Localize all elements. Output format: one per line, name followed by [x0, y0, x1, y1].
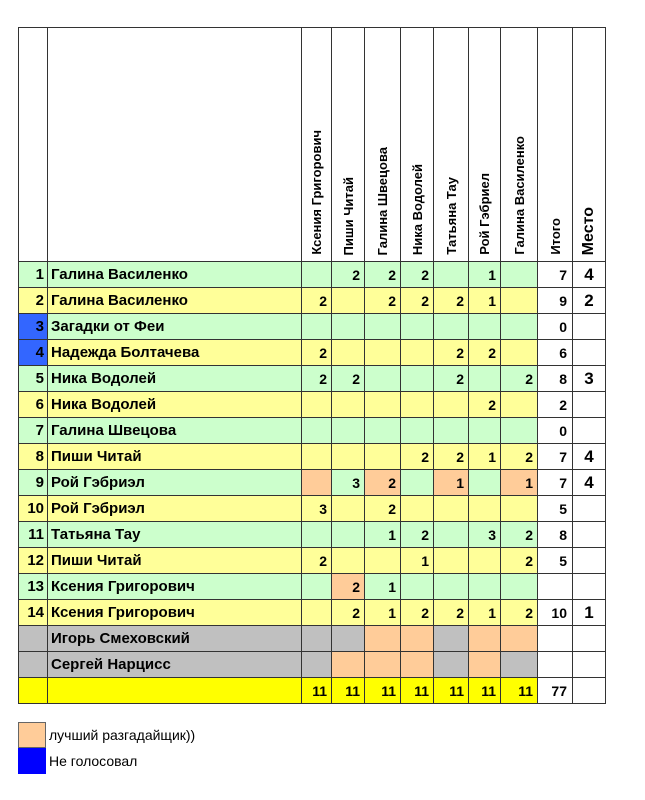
- table-row: [19, 470, 606, 496]
- table-row: [19, 548, 606, 574]
- score-cell: [434, 548, 469, 574]
- score-cell: [332, 626, 365, 652]
- row-name: Загадки от Феи: [48, 314, 302, 340]
- row-name: Татьяна Тау: [48, 522, 302, 548]
- totals-score-cell: 11: [365, 678, 401, 704]
- table-row: [19, 652, 606, 678]
- header-row: [19, 28, 606, 262]
- score-cell: [401, 626, 434, 652]
- score-cell: [501, 574, 538, 600]
- score-cell: [434, 496, 469, 522]
- legend-swatch-not-voted: [18, 748, 46, 774]
- table-row: [19, 288, 606, 314]
- row-name: Рой Гэбриэл: [48, 470, 302, 496]
- header-voter: Пиши Читай: [332, 28, 365, 262]
- place-cell: [573, 522, 606, 548]
- score-cell: [332, 522, 365, 548]
- score-cell: 2: [302, 548, 332, 574]
- totals-score-cell: 11: [501, 678, 538, 704]
- totals-row: [19, 678, 606, 704]
- place-cell: 2: [573, 288, 606, 314]
- score-cell: [332, 548, 365, 574]
- row-name: Галина Василенко: [48, 262, 302, 288]
- header-total: Итого: [538, 28, 573, 262]
- score-cell: 2: [302, 366, 332, 392]
- total-cell: [538, 626, 573, 652]
- table-row: [19, 600, 606, 626]
- place-cell: [573, 314, 606, 340]
- score-cell: 2: [365, 470, 401, 496]
- row-index: 7: [19, 418, 48, 444]
- score-cell: [332, 288, 365, 314]
- score-cell: [501, 262, 538, 288]
- totals-score-cell: 11: [401, 678, 434, 704]
- score-cell: 2: [302, 288, 332, 314]
- table-row: [19, 340, 606, 366]
- score-cell: 2: [501, 522, 538, 548]
- legend-item-not-voted: [18, 748, 137, 774]
- score-cell: [469, 548, 501, 574]
- score-cell: 2: [401, 262, 434, 288]
- total-cell: 7: [538, 470, 573, 496]
- row-name: Ника Водолей: [48, 392, 302, 418]
- score-cell: [501, 340, 538, 366]
- total-cell: 6: [538, 340, 573, 366]
- score-cell: 2: [434, 444, 469, 470]
- row-name: Пиши Читай: [48, 548, 302, 574]
- score-cell: [401, 418, 434, 444]
- totals-score-cell: 11: [302, 678, 332, 704]
- score-cell: [332, 340, 365, 366]
- score-cell: 2: [501, 444, 538, 470]
- score-cell: [332, 392, 365, 418]
- score-cell: 2: [469, 340, 501, 366]
- score-cell: [401, 366, 434, 392]
- score-cell: [332, 652, 365, 678]
- place-cell: 1: [573, 600, 606, 626]
- score-cell: [501, 314, 538, 340]
- totals-place-cell: [573, 678, 606, 704]
- table-row: [19, 314, 606, 340]
- score-cell: [469, 366, 501, 392]
- place-cell: [573, 626, 606, 652]
- score-cell: 2: [434, 600, 469, 626]
- header-voter: Галина Василенко: [501, 28, 538, 262]
- score-cell: 2: [332, 366, 365, 392]
- totals-name: [48, 678, 302, 704]
- table-row: [19, 522, 606, 548]
- place-cell: 4: [573, 470, 606, 496]
- row-name: Игорь Смеховский: [48, 626, 302, 652]
- score-cell: [365, 418, 401, 444]
- score-cell: [332, 314, 365, 340]
- score-cell: [332, 496, 365, 522]
- header-voter: Ника Водолей: [401, 28, 434, 262]
- total-cell: 5: [538, 496, 573, 522]
- score-cell: 2: [434, 366, 469, 392]
- row-index: 13: [19, 574, 48, 600]
- score-cell: 2: [434, 288, 469, 314]
- total-cell: 0: [538, 418, 573, 444]
- score-cell: 1: [469, 288, 501, 314]
- score-cell: [469, 626, 501, 652]
- legend-label: лучший разгадайщик)): [49, 727, 196, 743]
- score-cell: [501, 652, 538, 678]
- header-voter: Татьяна Тау: [434, 28, 469, 262]
- score-cell: 3: [302, 496, 332, 522]
- row-index: [19, 626, 48, 652]
- score-cell: [365, 626, 401, 652]
- score-cell: [434, 522, 469, 548]
- score-cell: [302, 470, 332, 496]
- score-cell: [501, 288, 538, 314]
- score-cell: 2: [434, 340, 469, 366]
- row-index: 9: [19, 470, 48, 496]
- score-cell: [469, 314, 501, 340]
- total-cell: [538, 574, 573, 600]
- row-index: 3: [19, 314, 48, 340]
- score-cell: 2: [365, 288, 401, 314]
- row-index: 12: [19, 548, 48, 574]
- row-index: [19, 652, 48, 678]
- place-cell: [573, 496, 606, 522]
- table-row: [19, 366, 606, 392]
- legend-label: Не голосовал: [49, 753, 138, 769]
- row-index: 10: [19, 496, 48, 522]
- score-cell: [302, 652, 332, 678]
- row-index: 1: [19, 262, 48, 288]
- place-cell: [573, 574, 606, 600]
- score-cell: [469, 496, 501, 522]
- legend-swatch-best: [18, 722, 46, 748]
- score-cell: 1: [469, 262, 501, 288]
- score-cell: [365, 444, 401, 470]
- score-cell: 1: [501, 470, 538, 496]
- place-cell: [573, 340, 606, 366]
- row-index: 14: [19, 600, 48, 626]
- score-cell: 2: [401, 600, 434, 626]
- total-cell: 8: [538, 366, 573, 392]
- row-name: Пиши Читай: [48, 444, 302, 470]
- score-cell: 2: [365, 496, 401, 522]
- table-row: [19, 574, 606, 600]
- legend-item-best: [18, 722, 195, 748]
- score-cell: 2: [365, 262, 401, 288]
- score-cell: [302, 574, 332, 600]
- score-cell: [302, 262, 332, 288]
- total-cell: 7: [538, 262, 573, 288]
- score-cell: [501, 418, 538, 444]
- score-cell: 1: [401, 548, 434, 574]
- score-cell: [401, 392, 434, 418]
- totals-score-cell: 11: [434, 678, 469, 704]
- score-cell: [469, 418, 501, 444]
- score-cell: [401, 652, 434, 678]
- header-place: Место: [573, 28, 606, 262]
- score-cell: [501, 392, 538, 418]
- row-name: Ника Водолей: [48, 366, 302, 392]
- score-cell: 2: [469, 392, 501, 418]
- total-cell: [538, 652, 573, 678]
- total-cell: 5: [538, 548, 573, 574]
- score-cell: [332, 444, 365, 470]
- score-cell: [434, 574, 469, 600]
- place-cell: 4: [573, 444, 606, 470]
- row-name: Галина Василенко: [48, 288, 302, 314]
- score-cell: [365, 366, 401, 392]
- score-cell: [302, 522, 332, 548]
- place-cell: [573, 392, 606, 418]
- score-cell: 2: [401, 288, 434, 314]
- place-cell: 3: [573, 366, 606, 392]
- row-index: 8: [19, 444, 48, 470]
- score-cell: [401, 496, 434, 522]
- row-index: 2: [19, 288, 48, 314]
- row-index: 11: [19, 522, 48, 548]
- place-cell: [573, 652, 606, 678]
- table-row: [19, 496, 606, 522]
- score-cell: [365, 392, 401, 418]
- score-cell: [302, 600, 332, 626]
- header-name: [48, 28, 302, 262]
- voting-results-table: [18, 27, 606, 704]
- score-cell: 1: [434, 470, 469, 496]
- total-cell: 7: [538, 444, 573, 470]
- place-cell: [573, 418, 606, 444]
- header-voter: Галина Швецова: [365, 28, 401, 262]
- row-name: Галина Швецова: [48, 418, 302, 444]
- totals-score-cell: 11: [469, 678, 501, 704]
- table-row: [19, 262, 606, 288]
- score-cell: [401, 470, 434, 496]
- score-cell: [469, 652, 501, 678]
- row-index: 4: [19, 340, 48, 366]
- score-cell: [434, 314, 469, 340]
- totals-index: [19, 678, 48, 704]
- score-cell: [302, 418, 332, 444]
- score-cell: [332, 418, 365, 444]
- score-cell: 2: [332, 600, 365, 626]
- table-row: [19, 626, 606, 652]
- table-row: [19, 418, 606, 444]
- score-cell: 2: [501, 548, 538, 574]
- score-cell: 2: [401, 444, 434, 470]
- score-cell: 2: [501, 600, 538, 626]
- score-cell: [501, 496, 538, 522]
- score-cell: 2: [501, 366, 538, 392]
- score-cell: 1: [365, 574, 401, 600]
- total-cell: 2: [538, 392, 573, 418]
- grand-total-cell: 77: [538, 678, 573, 704]
- header-index: [19, 28, 48, 262]
- header-voter: Ксения Григорович: [302, 28, 332, 262]
- total-cell: 0: [538, 314, 573, 340]
- place-cell: 4: [573, 262, 606, 288]
- score-cell: 1: [469, 600, 501, 626]
- score-cell: [302, 392, 332, 418]
- score-cell: [469, 574, 501, 600]
- row-index: 5: [19, 366, 48, 392]
- total-cell: 9: [538, 288, 573, 314]
- score-cell: 3: [332, 470, 365, 496]
- score-cell: 2: [332, 262, 365, 288]
- score-cell: [434, 626, 469, 652]
- score-cell: [365, 548, 401, 574]
- score-cell: 1: [365, 600, 401, 626]
- score-cell: [365, 652, 401, 678]
- row-name: Ксения Григорович: [48, 574, 302, 600]
- row-name: Сергей Нарцисс: [48, 652, 302, 678]
- row-name: Рой Гэбриэл: [48, 496, 302, 522]
- header-voter: Рой Гэбриел: [469, 28, 501, 262]
- score-cell: [469, 470, 501, 496]
- score-cell: 2: [332, 574, 365, 600]
- row-index: 6: [19, 392, 48, 418]
- score-cell: [302, 626, 332, 652]
- score-cell: 1: [469, 444, 501, 470]
- total-cell: 10: [538, 600, 573, 626]
- score-cell: [434, 652, 469, 678]
- totals-score-cell: 11: [332, 678, 365, 704]
- score-cell: [401, 340, 434, 366]
- table-row: [19, 392, 606, 418]
- score-cell: [501, 626, 538, 652]
- score-cell: [401, 314, 434, 340]
- score-cell: [434, 418, 469, 444]
- score-cell: 3: [469, 522, 501, 548]
- score-cell: [365, 314, 401, 340]
- row-name: Ксения Григорович: [48, 600, 302, 626]
- score-cell: 1: [365, 522, 401, 548]
- score-cell: 2: [302, 340, 332, 366]
- score-cell: [302, 314, 332, 340]
- total-cell: 8: [538, 522, 573, 548]
- score-cell: 2: [401, 522, 434, 548]
- score-cell: [434, 262, 469, 288]
- score-cell: [434, 392, 469, 418]
- score-cell: [302, 444, 332, 470]
- score-cell: [401, 574, 434, 600]
- score-cell: [365, 340, 401, 366]
- place-cell: [573, 548, 606, 574]
- row-name: Надежда Болтачева: [48, 340, 302, 366]
- table-row: [19, 444, 606, 470]
